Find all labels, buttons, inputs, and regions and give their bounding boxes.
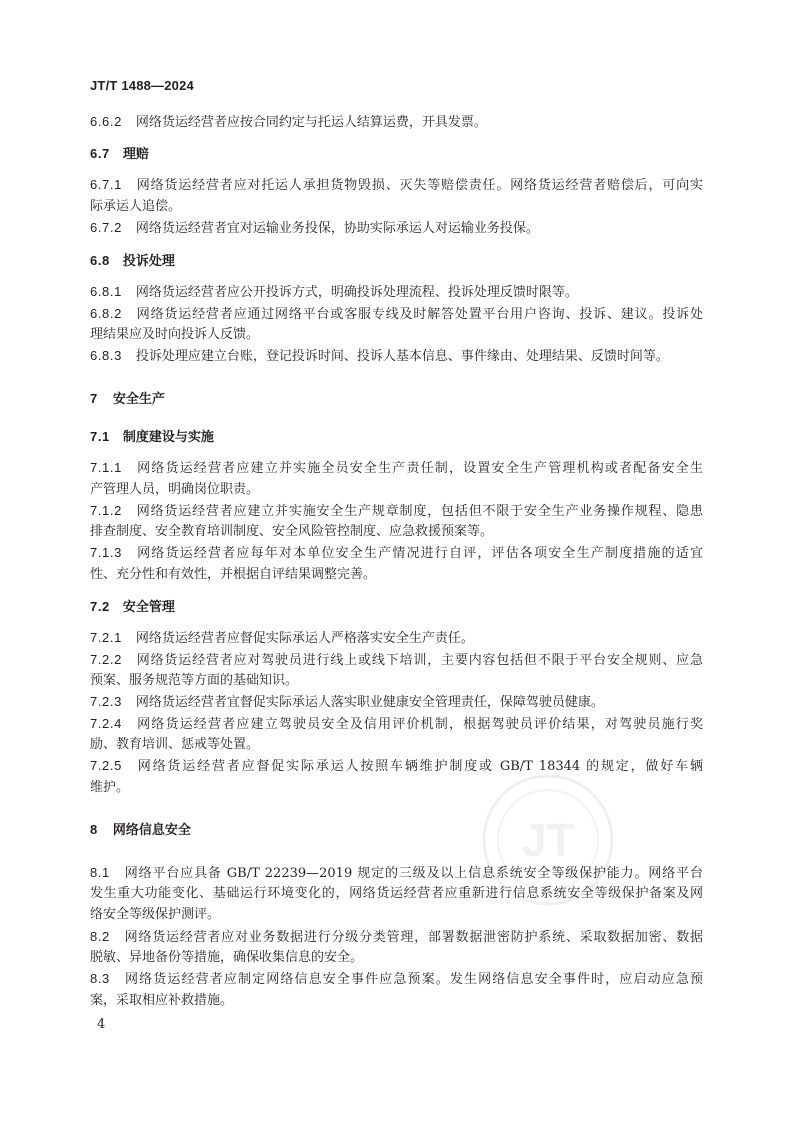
chapter-title: 安全生产 [112, 392, 165, 407]
clause-number: 7.2.3 [90, 694, 122, 709]
clause-text: 网络货运经营者应制定网络信息安全事件应急预案。发生网络信息安全事件时，应启动应急预 [123, 972, 703, 987]
clause-text: 发生重大功能变化、基础运行环境变化的，网络货运经营者应重新进行信息系统安全等级保护备案及网 [90, 886, 703, 901]
clause-text: 网络货运经营者宜督促实际承运人落实职业健康安全管理责任，保障驾驶员健康。 [135, 695, 604, 710]
chapter-number: 8 [90, 822, 98, 837]
section-number: 6.8 [90, 253, 110, 268]
clause-text: 网络货运经营者应对业务数据进行分级分类管理，部署数据泄密防护系统、采取数据加密、数据 [123, 930, 703, 945]
clause-line [90, 282, 703, 302]
section-title: 理赔 [122, 147, 149, 162]
clause-number: 8.1 [90, 865, 110, 880]
clause-line [90, 778, 703, 798]
clause-line [90, 927, 703, 947]
clause-text: 励、教育培训、惩戒等处置。 [90, 737, 260, 752]
clause-line [90, 522, 703, 542]
clause-number: 8.3 [90, 971, 110, 986]
clause-text: 网络货运经营者应通过网络平台或客服专线及时解答处置平台用户咨询、投诉、建议。投诉处 [135, 307, 703, 322]
clause-number: 6.8.2 [90, 306, 122, 321]
clause-line [90, 501, 703, 521]
clause-line [90, 969, 703, 989]
clause-line [90, 650, 703, 670]
clause-line [90, 714, 703, 734]
watermark-text: JT [521, 814, 575, 866]
chapter-number: 7 [90, 391, 98, 406]
clause-text: 网络货运经营者应按合同约定与托运人结算运费，开具发票。 [135, 115, 487, 130]
standard-code-header: JT/T 1488—2024 [90, 78, 194, 93]
clause-line [90, 735, 703, 755]
clause-line [90, 346, 703, 366]
section-number: 7.2 [90, 599, 110, 614]
clause-number: 7.2.5 [90, 758, 122, 773]
clause-text: 预案、服务规范等方面的基础知识。 [90, 673, 299, 688]
section-heading-7-1 [90, 427, 703, 447]
clause-number: 7.2.4 [90, 716, 122, 731]
clause-text: 网络货运经营者应建立并实施全员安全生产责任制，设置安全生产管理机构或者配备安全生 [135, 461, 703, 476]
clause-number: 7.1.3 [90, 545, 122, 560]
clause-line [90, 112, 703, 132]
clause-line [90, 218, 703, 238]
section-title: 投诉处理 [122, 254, 175, 269]
clause-line [90, 628, 703, 648]
chapter-heading-8 [90, 820, 703, 840]
clause-line [90, 175, 703, 195]
clause-text: 理结果应及时向投诉人反馈。 [90, 327, 260, 342]
clause-line [90, 458, 703, 478]
clause-text: 网络货运经营者应对托运人承担货物毁损、灭失等赔偿责任。网络货运经营者赔偿后，可向实 [135, 178, 703, 193]
clause-number: 6.8.3 [90, 348, 122, 363]
clause-text: 网络货运经营者宜对运输业务投保，协助实际承运人对运输业务投保。 [135, 221, 539, 236]
page-number: 4 [97, 1017, 106, 1032]
clause-text: 网络货运经营者应公开投诉方式，明确投诉处理流程、投诉处理反馈时限等。 [135, 285, 578, 300]
clause-text: 投诉处理应建立台账，登记投诉时间、投诉人基本信息、事件缘由、处理结果、反馈时间等。 [135, 349, 669, 364]
clause-number: 7.1.2 [90, 503, 122, 518]
clause-number: 6.8.1 [90, 284, 122, 299]
clause-line [90, 948, 703, 968]
section-number: 7.1 [90, 429, 110, 444]
section-heading-6-7 [90, 144, 703, 164]
clause-line [90, 692, 703, 712]
clause-text: 排查制度、安全教育培训制度、安全风险管控制度、应急救援预案等。 [90, 524, 494, 539]
clause-text: 网络货运经营者应对驾驶员进行线上或线下培训，主要内容包括但不限于平台安全规则、应急 [135, 653, 703, 668]
clause-line [90, 480, 703, 500]
clause-line [90, 884, 703, 904]
section-heading-6-8 [90, 251, 703, 271]
clause-number: 6.7.1 [90, 177, 122, 192]
clause-text: 网络平台应具备 GB/T 22239—2019 规定的三级及以上信息系统安全等级保护能力。网络平台 [123, 866, 703, 881]
clause-line [90, 197, 703, 217]
clause-line [90, 671, 703, 691]
clause-text: 络安全等级保护测评。 [90, 907, 221, 922]
chapter-heading-7 [90, 389, 703, 409]
clause-number: 7.2.1 [90, 630, 122, 645]
clause-line [90, 565, 703, 585]
clause-number: 6.7.2 [90, 220, 122, 235]
clause-number: 8.2 [90, 929, 110, 944]
clause-number: 7.1.1 [90, 460, 122, 475]
section-number: 6.7 [90, 146, 110, 161]
clause-line [90, 905, 703, 925]
clause-text: 产管理人员，明确岗位职责。 [90, 482, 260, 497]
clause-line [90, 756, 703, 776]
section-heading-7-2 [90, 597, 703, 617]
section-title: 安全管理 [122, 600, 175, 615]
clause-text: 性、充分性和有效性，并根据自评结果调整完善。 [90, 567, 377, 582]
clause-line [90, 991, 703, 1011]
clause-text: 案，采取相应补救措施。 [90, 993, 234, 1008]
clause-text: 网络货运经营者应建立并实施安全生产规章制度，包括但不限于安全生产业务操作规程、隐患 [135, 504, 703, 519]
clause-number: 7.2.2 [90, 652, 122, 667]
clause-line [90, 863, 703, 883]
clause-text: 脱敏、异地备份等措施，确保收集信息的安全。 [90, 950, 364, 965]
clause-line [90, 325, 703, 345]
clause-number: 6.6.2 [90, 114, 122, 129]
clause-text: 网络货运经营者应督促实际承运人严格落实安全生产责任。 [135, 631, 474, 646]
clause-text: 维护。 [90, 780, 130, 795]
clause-text: 网络货运经营者应每年对本单位安全生产情况进行自评，评估各项安全生产制度措施的适宜 [135, 546, 703, 561]
clause-text: 网络货运经营者应督促实际承运人按照车辆维护制度或 GB/T 18344 的规定，做好车辆 [135, 759, 703, 774]
section-title: 制度建设与实施 [122, 430, 214, 445]
clause-text: 际承运人追偿。 [90, 199, 182, 214]
clause-line [90, 543, 703, 563]
chapter-title: 网络信息安全 [112, 823, 191, 838]
clause-text: 网络货运经营者应建立驾驶员安全及信用评价机制，根据驾驶员评价结果，对驾驶员施行奖 [135, 717, 703, 732]
clause-line [90, 304, 703, 324]
